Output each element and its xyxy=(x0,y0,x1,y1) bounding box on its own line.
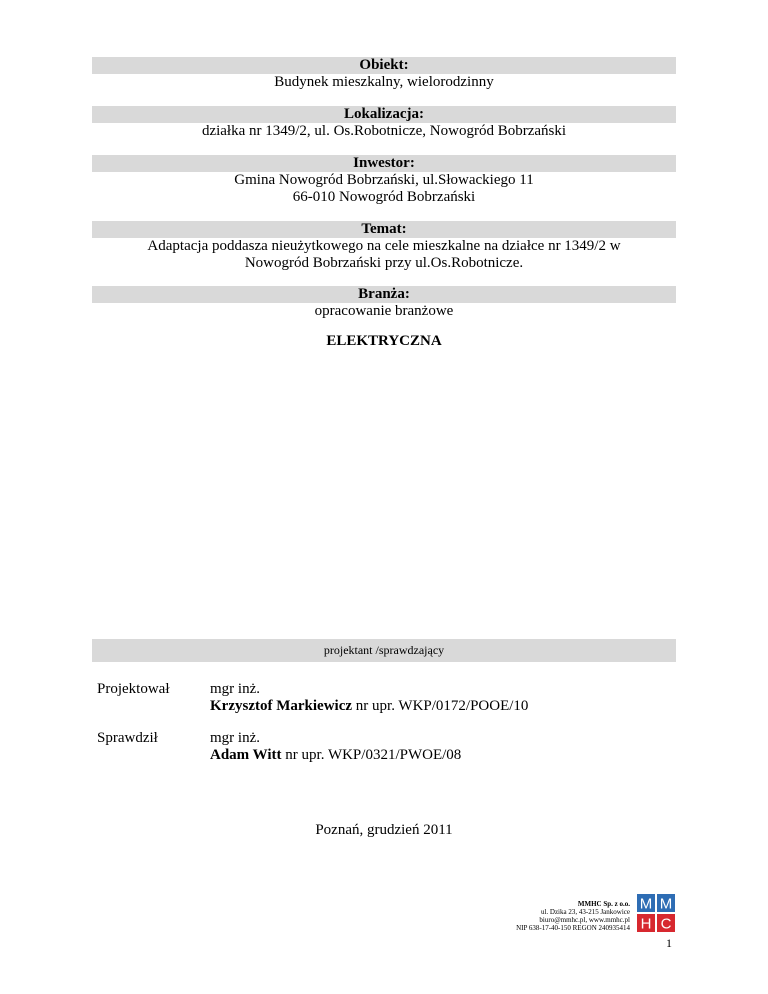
company-info xyxy=(516,900,630,932)
section-text: opracowanie branżowe xyxy=(314,303,454,319)
person-credentials xyxy=(210,747,670,764)
section-investor xyxy=(92,155,676,206)
company-contact: biuro@mmhc.pl, www.mmhc.pl xyxy=(539,916,630,924)
company-logo-icon xyxy=(637,894,675,932)
person-role: Sprawdził xyxy=(97,730,158,746)
person-role: Projektował xyxy=(97,681,170,697)
logo-letter: C xyxy=(660,915,672,932)
person-title: mgr inż. xyxy=(210,681,260,697)
section-text: Gmina Nowogród Bobrzański, ul.Słowackiego 11 xyxy=(234,172,534,188)
section-heading: Obiekt: xyxy=(92,57,676,74)
place-date: Poznań, grudzień 2011 xyxy=(315,822,453,838)
person-permit: nr upr. WKP/0172/POOE/10 xyxy=(352,698,529,714)
section-text: 66-010 Nowogród Bobrzański xyxy=(292,189,476,205)
section-heading: Lokalizacja: xyxy=(92,106,676,123)
section-text: działka nr 1349/2, ul. Os.Robotnicze, Nowogród Bobrzański xyxy=(201,123,567,139)
discipline-name: ELEKTRYCZNA xyxy=(326,333,442,349)
person-details xyxy=(210,730,670,764)
section-object xyxy=(92,57,676,91)
section-heading: Temat: xyxy=(92,221,676,238)
person-details xyxy=(210,681,670,715)
section-subject xyxy=(92,221,676,272)
logo-letter: M xyxy=(659,895,673,913)
person-name: Krzysztof Markiewicz xyxy=(210,698,353,714)
section-text: Adaptacja poddasza nieużytkowego na cele mieszkalne na działce nr 1349/2 w xyxy=(147,238,621,254)
company-name: MMHC Sp. z o.o. xyxy=(577,900,630,908)
person-name: Adam Witt xyxy=(210,747,282,763)
section-text: Budynek mieszkalny, wielorodzinny xyxy=(274,74,494,90)
section-heading: Branża: xyxy=(92,286,676,303)
logo-letter: M xyxy=(639,895,653,913)
section-discipline xyxy=(92,286,676,320)
logo-letter: H xyxy=(640,915,652,932)
section-text: Nowogród Bobrzański przy ul.Os.Robotnicze. xyxy=(244,255,524,271)
page-number: 1 xyxy=(666,936,672,950)
person-title: mgr inż. xyxy=(210,730,260,746)
section-location xyxy=(92,106,676,140)
section-heading: Inwestor: xyxy=(92,155,676,172)
person-permit: nr upr. WKP/0321/PWOE/08 xyxy=(281,747,462,763)
person-credentials xyxy=(210,698,670,715)
company-address: ul. Dzika 23, 43-215 Jankowice xyxy=(540,908,630,916)
designer-bar: projektant /sprawdzający xyxy=(92,639,676,662)
company-registry: NIP 638-17-40-150 REGON 240935414 xyxy=(516,924,630,932)
